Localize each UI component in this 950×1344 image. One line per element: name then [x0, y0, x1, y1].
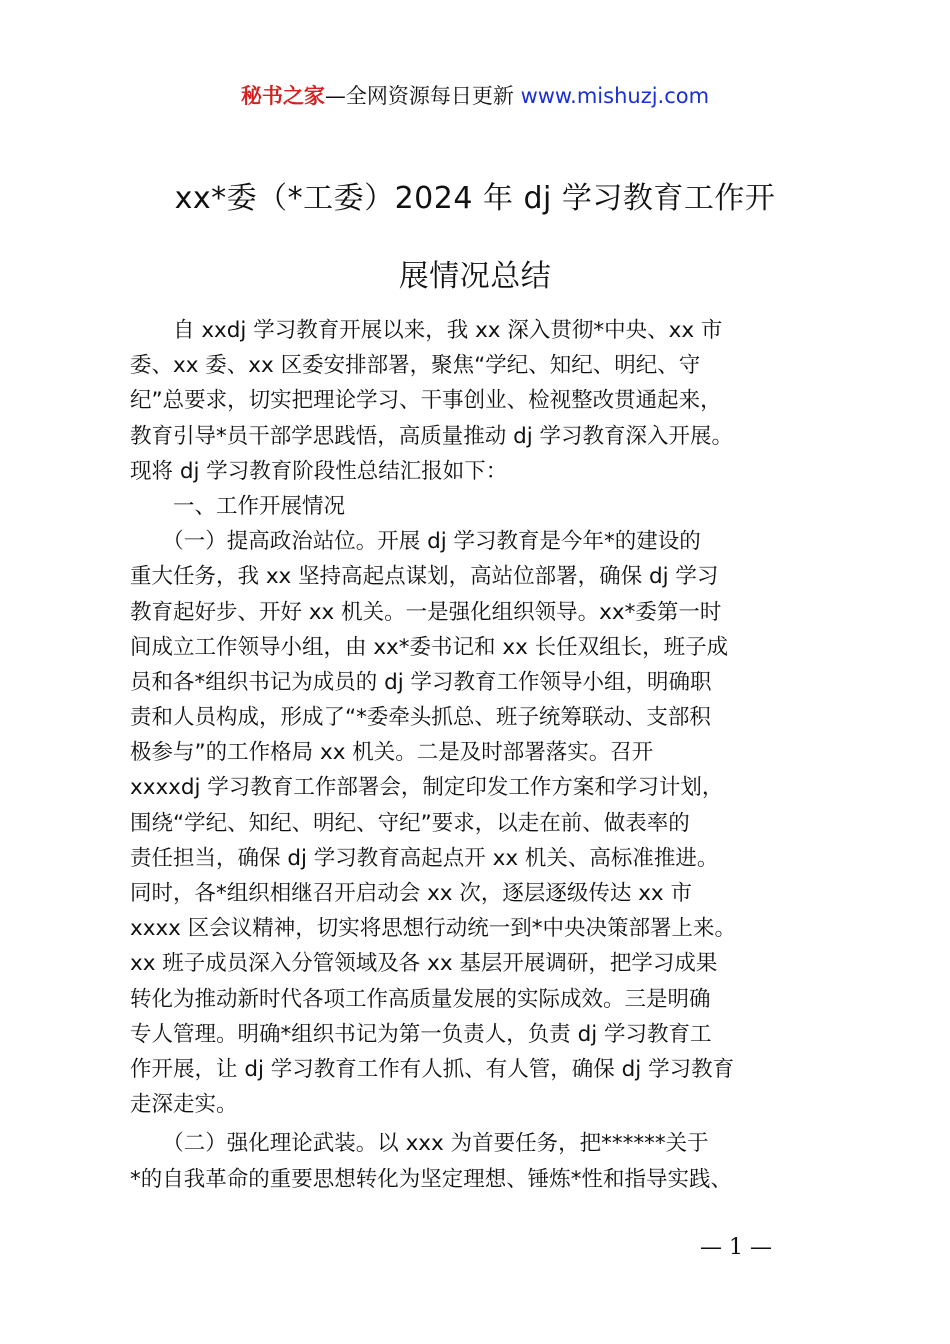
document-body	[130, 313, 830, 1197]
body-line: 委、xx 委、xx 区委安排部署，聚焦“学纪、知纪、明纪、守	[130, 353, 701, 379]
body-line: 专人管理。明确*组织书记为第一负责人，负责 dj 学习教育工	[130, 1021, 712, 1047]
body-line: xx 班子成员深入分管领域及各 xx 基层开展调研，把学习成果	[130, 951, 718, 977]
body-line: 责和人员构成，形成了“*委牵头抓总、班子统筹联动、支部积	[130, 705, 711, 731]
body-line: 间成立工作领导小组，由 xx*委书记和 xx 长任双组长，班子成	[130, 634, 729, 660]
body-line: 教育起好步、开好 xx 机关。一是强化组织领导。xx*委第一时	[130, 599, 722, 625]
page-number: — 1 —	[700, 1235, 772, 1260]
document-title	[90, 160, 860, 316]
body-line: （二）强化理论武装。以 xxx 为首要任务，把******关于	[130, 1131, 709, 1157]
site-banner	[0, 80, 950, 112]
title-line-1: xx*委（*工委）2024 年 dj 学习教育工作开	[174, 181, 776, 216]
body-line: 作开展，让 dj 学习教育工作有人抓、有人管，确保 dj 学习教育	[130, 1056, 735, 1082]
body-line: *的自我革命的重要思想转化为坚定理想、锤炼*性和指导实践、	[130, 1166, 733, 1192]
site-name: 秘书之家	[240, 84, 325, 108]
body-line: xxxxdj 学习教育工作部署会，制定印发工作方案和学习计划，	[130, 775, 724, 801]
body-line: 走深走实。	[130, 1092, 238, 1118]
body-line: 责任担当，确保 dj 学习教育高起点开 xx 机关、高标准推进。	[130, 845, 719, 871]
title-line-2: 展情况总结	[398, 259, 552, 294]
body-line: 极参与”的工作格局 xx 机关。二是及时部署落实。召开	[130, 740, 654, 766]
body-line: 围绕“学纪、知纪、明纪、守纪”要求，以走在前、做表率的	[130, 810, 690, 836]
body-line: 自 xxdj 学习教育开展以来，我 xx 深入贯彻*中央、xx 市	[130, 318, 723, 343]
body-line: 员和各*组织书记为成员的 dj 学习教育工作领导小组，明确职	[130, 669, 712, 695]
body-line: 现将 dj 学习教育阶段性总结汇报如下：	[130, 458, 508, 484]
body-line: 重大任务，我 xx 坚持高起点谋划，高站位部署，确保 dj 学习	[130, 564, 719, 590]
body-line: 转化为推动新时代各项工作高质量发展的实际成效。三是明确	[130, 986, 711, 1012]
section-heading: 一、工作开展情况	[130, 493, 346, 519]
body-line: 纪”总要求，切实把理论学习、干事创业、检视整改贯通起来，	[130, 388, 722, 414]
body-line: xxxx 区会议精神，切实将思想行动统一到*中央决策部署上来。	[130, 916, 736, 942]
body-line: 同时，各*组织相继召开启动会 xx 次，逐层逐级传达 xx 市	[130, 881, 692, 906]
site-slogan: —全网资源每日更新	[324, 84, 514, 108]
body-line: （一）提高政治站位。开展 dj 学习教育是今年*的建设的	[130, 529, 701, 555]
body-line: 教育引导*员干部学思践悟，高质量推动 dj 学习教育深入开展。	[130, 423, 734, 449]
site-url-link[interactable]: www.mishuzj.com	[520, 84, 710, 108]
